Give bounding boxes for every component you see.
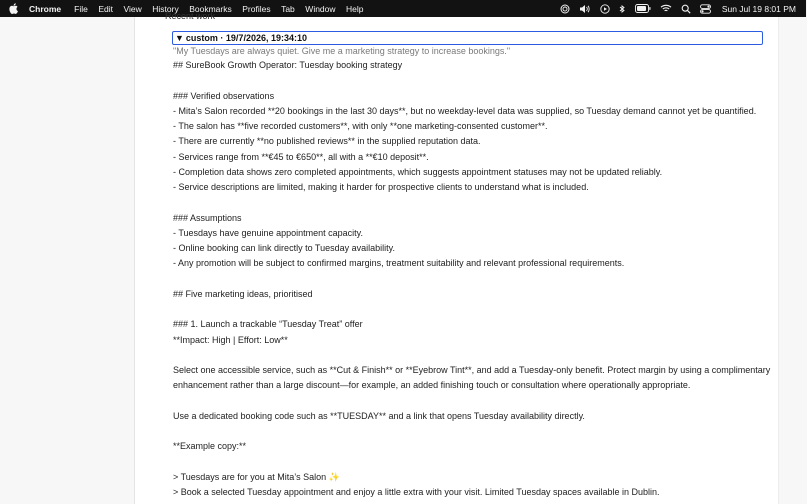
blank-line bbox=[173, 302, 773, 317]
response-line: Use a dedicated booking code such as **TUESDAY** and a link that opens Tuesday availability directly. bbox=[173, 410, 585, 421]
conversation-panel bbox=[135, 11, 778, 504]
battery-icon[interactable] bbox=[635, 4, 651, 13]
menu-bar bbox=[0, 0, 806, 17]
response-line: - Tuesdays have genuine appointment capacity. bbox=[173, 227, 363, 238]
menu-view[interactable]: View bbox=[123, 3, 142, 14]
response-line: ### Verified observations bbox=[173, 90, 275, 101]
blank-line bbox=[173, 394, 773, 409]
wifi-icon[interactable] bbox=[660, 4, 672, 13]
response-line: - Online booking can link directly to Tuesday availability. bbox=[173, 243, 395, 253]
collapse-triangle-icon[interactable]: ▼ bbox=[175, 33, 184, 43]
response-line: ### Assumptions bbox=[173, 212, 242, 223]
response-line: - The salon has **five recorded customers**, with only **one marketing-consented customer**. bbox=[173, 121, 548, 131]
right-gutter bbox=[778, 17, 807, 504]
play-icon[interactable] bbox=[600, 4, 610, 14]
menubar-clock[interactable]: Sun Jul 19 8:01 PM bbox=[721, 3, 796, 14]
user-prompt: "My Tuesdays are always quiet. Give me a marketing strategy to increase bookings." bbox=[173, 46, 511, 56]
apple-menu-icon[interactable] bbox=[9, 3, 21, 14]
response-line: - There are currently **no published reviews** in the supplied reputation data. bbox=[173, 136, 481, 147]
section-label: Recent work bbox=[165, 11, 216, 21]
entry-title: custom · 19/7/2026, 19:34:10 bbox=[185, 33, 307, 43]
response-line: - Service descriptions are limited, making it harder for prospective clients to understand what is included. bbox=[173, 182, 589, 192]
menu-history[interactable]: History bbox=[152, 3, 179, 14]
menu-bookmarks[interactable]: Bookmarks bbox=[189, 3, 232, 14]
control-center-icon[interactable] bbox=[700, 4, 711, 14]
blank-line bbox=[173, 455, 773, 470]
response-line: - Any promotion will be subject to confirmed margins, treatment suitability and relevant professional requirements. bbox=[173, 258, 625, 269]
status-area bbox=[560, 0, 796, 17]
blank-line bbox=[173, 195, 773, 210]
menu-file[interactable]: File bbox=[74, 3, 88, 14]
response-line: - Completion data shows zero completed appointments, which suggests appointment statuses may not be updated reliably. bbox=[173, 166, 663, 177]
response-line: **Impact: High | Effort: Low** bbox=[173, 334, 288, 345]
blank-line bbox=[173, 73, 773, 88]
example-line bbox=[173, 470, 773, 485]
response-line: ## SureBook Growth Operator: Tuesday booking strategy bbox=[173, 60, 403, 70]
menu-window[interactable]: Window bbox=[305, 3, 336, 14]
entry-header[interactable] bbox=[172, 31, 763, 45]
left-sidebar bbox=[0, 17, 135, 504]
volume-icon[interactable] bbox=[579, 4, 591, 14]
blank-line bbox=[173, 424, 773, 439]
response-line: **Example copy:** bbox=[173, 441, 247, 452]
siri-icon[interactable] bbox=[560, 4, 570, 14]
response-line: ## Five marketing ideas, prioritised bbox=[173, 288, 313, 299]
bluetooth-icon[interactable] bbox=[619, 4, 626, 14]
menu-edit[interactable]: Edit bbox=[98, 3, 113, 14]
response-body bbox=[173, 58, 773, 500]
blank-line bbox=[173, 348, 773, 363]
example-line: > Book a selected Tuesday appointment and enjoy a little extra with your visit. Limited Tuesday spaces available in Dublin. bbox=[173, 487, 660, 497]
blank-line bbox=[173, 272, 773, 287]
response-line: - Mita’s Salon recorded **20 bookings in the last 30 days**, but no weekday-level data was supplied, so Tuesday demand cannot yet be quantified. bbox=[173, 105, 757, 116]
search-icon[interactable] bbox=[681, 4, 691, 14]
response-line: - Services range from **€45 to €650**, all with a **€10 deposit**. bbox=[173, 151, 429, 162]
menu-profiles[interactable]: Profiles bbox=[242, 3, 271, 14]
sparkle-icon: ✨ bbox=[328, 471, 340, 482]
example-line-text: > Tuesdays are for you at Mita’s Salon bbox=[173, 471, 327, 482]
response-paragraph: Select one accessible service, such as **Cut & Finish** or **Eyebrow Tint**, and add a Tuesday-only benefit. Protect margin by using a complimentary enhancement rather than a large discount—for example, an added finishing touch or consultation where operationally appropriate. bbox=[173, 365, 771, 391]
menu-tab[interactable]: Tab bbox=[281, 3, 295, 14]
menu-help[interactable]: Help bbox=[346, 3, 364, 14]
response-line: ### 1. Launch a trackable “Tuesday Treat” offer bbox=[173, 319, 363, 330]
menu-app-name[interactable]: Chrome bbox=[29, 3, 62, 14]
